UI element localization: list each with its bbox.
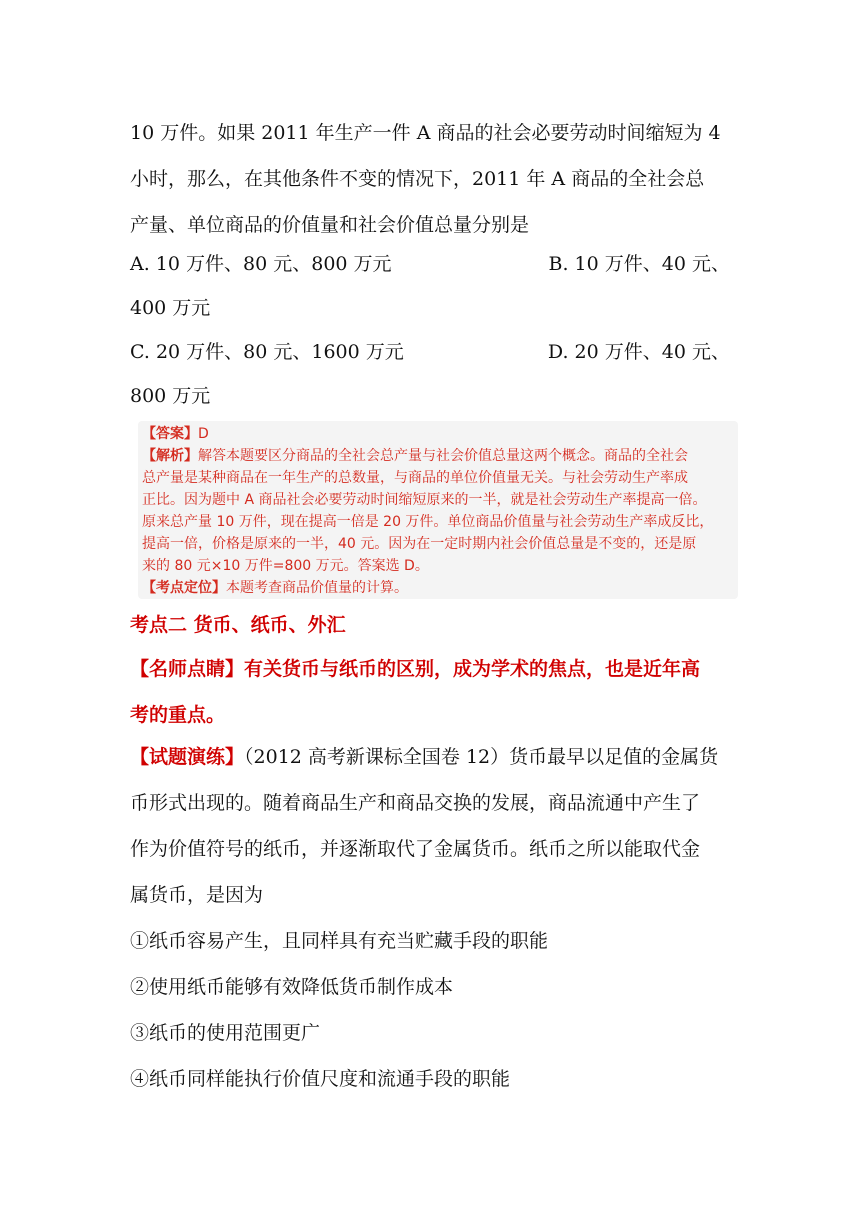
analysis-line: 解答本题要区分商品的全社会总产量与社会价值总量这两个概念。商品的全社会 xyxy=(198,448,688,464)
question1-stem xyxy=(130,110,730,248)
analysis-line: 总产量是某种商品在一年生产的总数量，与商品的单位价值量无关。与社会劳动生产率成 xyxy=(142,470,688,486)
stem-line: 产量、单位商品的价值量和社会价值总量分别是 xyxy=(130,214,530,236)
stem-line: 币形式出现的。随着商品生产和商品交换的发展，商品流通中产生了 xyxy=(130,792,701,814)
tip-tag: 【名师点睛】 xyxy=(130,658,245,680)
stem-line: 小时，那么，在其他条件不变的情况下，2011 年 A 商品的全社会总 xyxy=(130,168,705,190)
stem-line: 作为价值符号的纸币，并逐渐取代了金属货币。纸币之所以能取代金 xyxy=(130,838,701,860)
answer-analysis-box xyxy=(138,421,738,599)
option-a: A. 10 万件、80 元、800 万元 xyxy=(130,253,392,275)
option-b-continued: 400 万元 xyxy=(130,297,211,319)
practice-tag: 【试题演练】 xyxy=(130,746,245,768)
stem-line: 属货币，是因为 xyxy=(130,884,264,906)
stem-line: （2012 高考新课标全国卷 12）货币最早以足值的金属货 xyxy=(244,746,719,768)
statement-item: ①纸币容易产生，且同样具有充当贮藏手段的职能 xyxy=(130,930,549,952)
analysis-tag: 【解析】 xyxy=(142,448,198,464)
analysis-line: 原来总产量 10 万件，现在提高一倍是 20 万件。单位商品价值量与社会劳动生产率成反比， xyxy=(142,514,714,530)
question1-options xyxy=(130,242,730,418)
analysis-line: 正比。因为题中 A 商品社会必要劳动时间缩短原来的一半，就是社会劳动生产率提高一倍。 xyxy=(142,492,707,508)
section-title: 考点二 货币、纸币、外汇 xyxy=(130,614,346,636)
statement-item: ④纸币同样能执行价值尺度和流通手段的职能 xyxy=(130,1068,511,1090)
option-d: D. 20 万件、40 元、 xyxy=(547,341,730,363)
answer-value: D xyxy=(198,426,209,442)
statement-item: ③纸币的使用范围更广 xyxy=(130,1022,321,1044)
location-text: 本题考查商品价值量的计算。 xyxy=(226,580,408,596)
analysis-line: 来的 80 元×10 万件=800 万元。答案选 D。 xyxy=(142,558,429,574)
option-b: B. 10 万件、40 元、 xyxy=(548,253,730,275)
teacher-tip xyxy=(130,646,740,738)
tip-line: 考的重点。 xyxy=(130,704,226,726)
tip-line: 有关货币与纸币的区别，成为学术的焦点，也是近年高 xyxy=(244,658,701,680)
location-tag: 【考点定位】 xyxy=(142,580,226,596)
option-c: C. 20 万件、80 元、1600 万元 xyxy=(130,341,404,363)
answer-tag: 【答案】 xyxy=(142,426,198,442)
analysis-line: 提高一倍，价格是原来的一半，40 元。因为在一定时期内社会价值总量是不变的，还是原 xyxy=(142,536,697,552)
question2-stem xyxy=(130,734,750,1102)
option-d-continued: 800 万元 xyxy=(130,385,211,407)
stem-line: 10 万件。如果 2011 年生产一件 A 商品的社会必要劳动时间缩短为 4 xyxy=(130,122,721,144)
statement-item: ②使用纸币能够有效降低货币制作成本 xyxy=(130,976,454,998)
